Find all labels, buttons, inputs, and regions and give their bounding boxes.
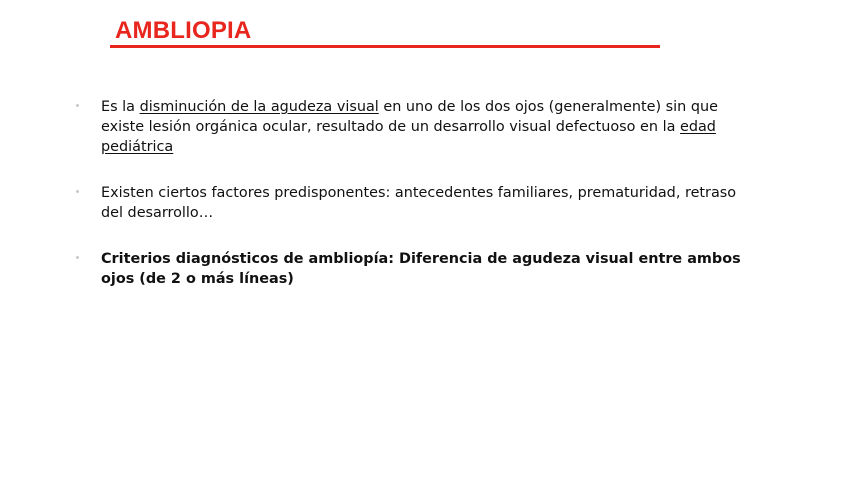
slide-title: AMBLIOPIA xyxy=(115,17,252,44)
bullet-text: Existen ciertos factores predisponentes: antecedentes familiares, prematuridad, retraso del desarrollo… xyxy=(101,185,737,221)
bullet-text: Criterios diagnósticos de ambliopía: Diferencia de agudeza visual entre ambos ojos (de 2 o más líneas) xyxy=(101,251,741,287)
bullet-dot-icon xyxy=(76,190,79,193)
bullet-text xyxy=(101,97,751,157)
title-underline-rule xyxy=(110,45,660,48)
underlined-term-disminucion: disminución de la agudeza visual xyxy=(139,99,379,115)
bullet-dot-icon xyxy=(76,256,79,259)
bullet-dot-icon xyxy=(76,104,79,107)
underlined-term-edad-pediatrica: edad pediátrica xyxy=(101,119,716,155)
bullet-text-segment: en uno de los dos ojos (generalmente) sin que existe lesión orgánica ocular, resultado de un desarrollo visual defectuoso en la xyxy=(101,99,718,135)
bullet-text-segment: Es la xyxy=(101,99,140,115)
